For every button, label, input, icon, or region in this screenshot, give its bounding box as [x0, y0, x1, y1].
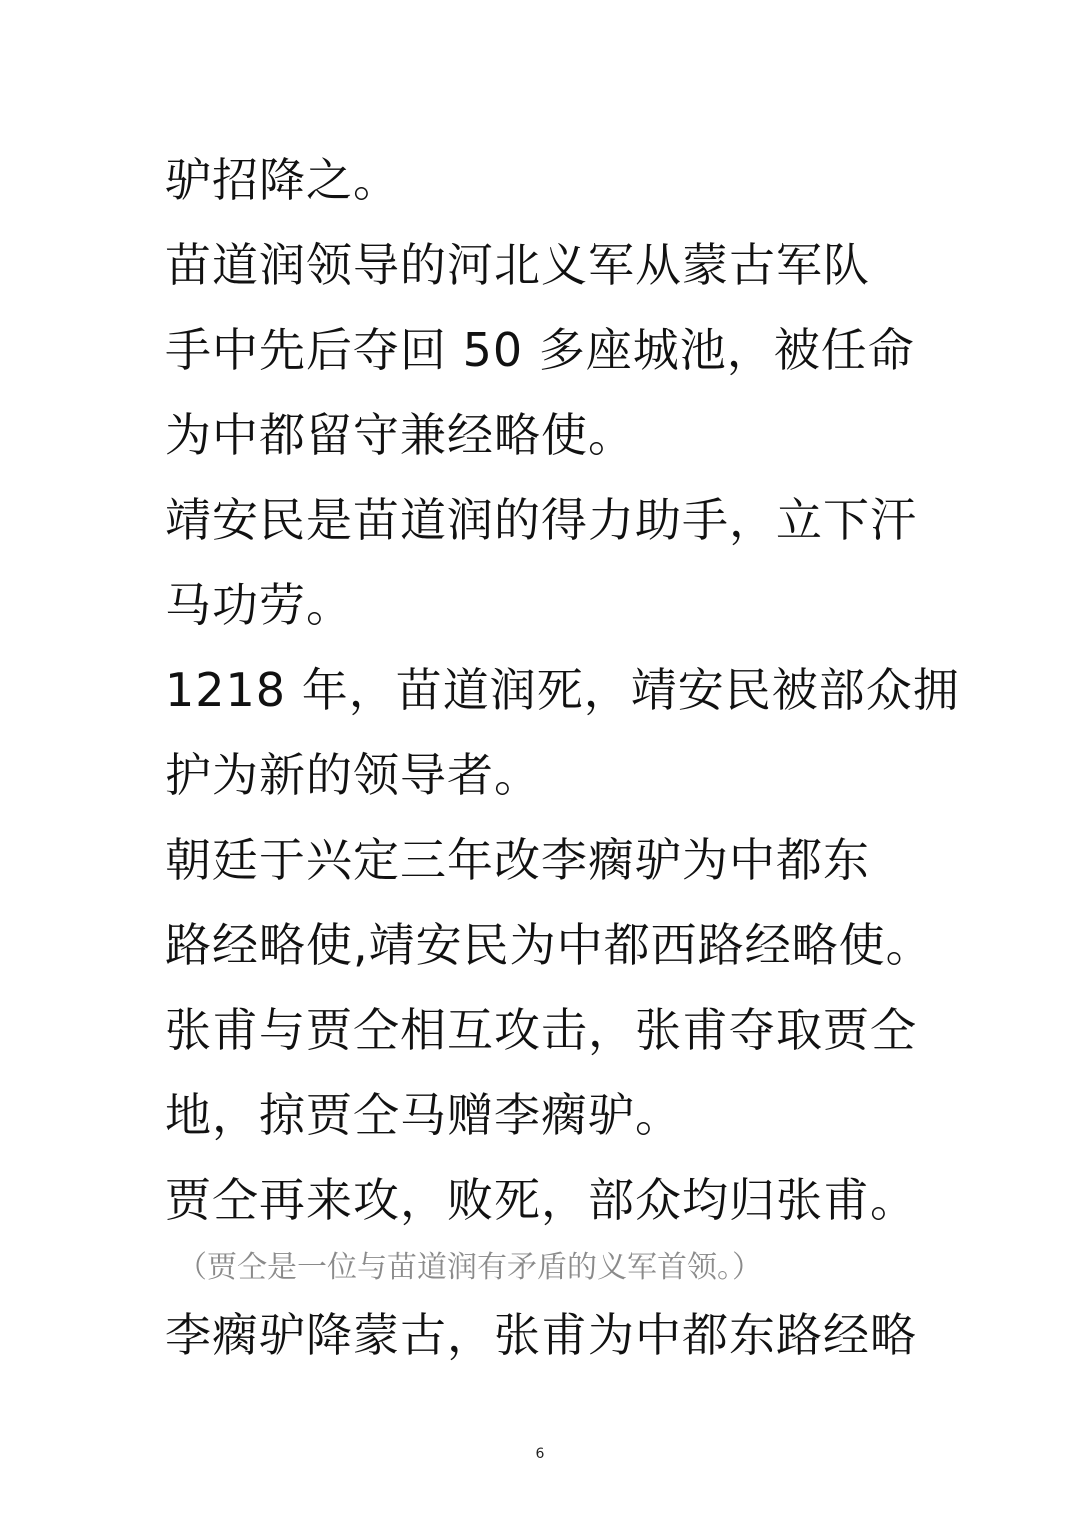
document-body	[165, 138, 960, 1378]
text-line: 护为新的领导者。	[165, 748, 541, 802]
text-line: 苗道润领导的河北义军从蒙古军队	[165, 238, 870, 292]
text-line: 马功劳。	[165, 578, 353, 632]
page-number: 6	[535, 1446, 545, 1462]
text-line: 路经略使,靖安民为中都西路经略使。	[165, 918, 933, 972]
text-line: 张甫与贾仝相互攻击，张甫夺取贾仝	[165, 1003, 917, 1057]
text-line: 朝廷于兴定三年改李瘸驴为中都东	[165, 833, 870, 887]
text-line: 靖安民是苗道润的得力助手，立下汗	[165, 493, 917, 547]
text-line: 驴招降之。	[165, 153, 400, 207]
parenthetical-note: （贾仝是一位与苗道润有矛盾的义军首领。）	[177, 1250, 762, 1285]
text-line: 地，掠贾仝马赠李瘸驴。	[165, 1088, 682, 1142]
text-line: 贾仝再来攻，败死，部众均归张甫。	[165, 1173, 917, 1227]
text-line: 李瘸驴降蒙古，张甫为中都东路经略	[165, 1308, 917, 1362]
text-line: 为中都留守兼经略使。	[165, 408, 635, 462]
text-line: 1218 年，苗道润死，靖安民被部众拥	[165, 663, 960, 717]
text-line: 手中先后夺回 50 多座城池，被任命	[165, 323, 915, 377]
